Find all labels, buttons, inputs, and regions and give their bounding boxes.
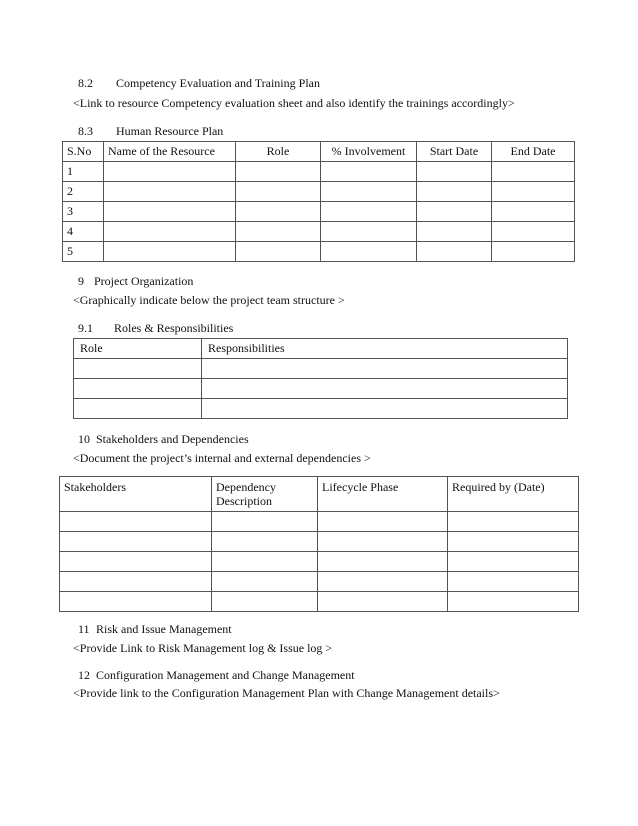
table-cell bbox=[448, 512, 579, 532]
table-cell bbox=[202, 379, 568, 399]
table-cell bbox=[417, 162, 492, 182]
column-header: Stakeholders bbox=[60, 477, 212, 512]
table-cell bbox=[417, 222, 492, 242]
column-header: Lifecycle Phase bbox=[318, 477, 448, 512]
section-10-heading bbox=[78, 432, 249, 446]
section-8-2-note: <Link to resource Competency evaluation sheet and also identify the trainings accordingly> bbox=[73, 96, 515, 110]
table-cell bbox=[212, 592, 318, 612]
column-header: Start Date bbox=[417, 142, 492, 162]
table-row bbox=[63, 242, 575, 262]
human-resource-table bbox=[62, 141, 575, 262]
column-header: S.No bbox=[63, 142, 104, 162]
column-header: Dependency Description bbox=[212, 477, 318, 512]
section-11-note: <Provide Link to Risk Management log & Issue log > bbox=[73, 641, 333, 655]
table-cell bbox=[74, 359, 202, 379]
section-9-heading bbox=[78, 274, 193, 288]
table-cell bbox=[448, 572, 579, 592]
table-row bbox=[60, 512, 579, 532]
section-title: Risk and Issue Management bbox=[96, 622, 232, 636]
section-title: Competency Evaluation and Training Plan bbox=[116, 76, 320, 90]
table-row bbox=[60, 592, 579, 612]
table-cell bbox=[417, 242, 492, 262]
table-cell bbox=[202, 399, 568, 419]
table-cell bbox=[236, 202, 321, 222]
table-cell bbox=[318, 572, 448, 592]
table-cell bbox=[60, 532, 212, 552]
section-12-heading bbox=[78, 668, 355, 682]
section-9-1-heading bbox=[78, 321, 233, 335]
table-cell bbox=[492, 242, 575, 262]
table-cell bbox=[321, 182, 417, 202]
section-8-3-heading bbox=[78, 124, 223, 138]
table-cell bbox=[104, 182, 236, 202]
table-cell bbox=[448, 552, 579, 572]
table-row bbox=[60, 552, 579, 572]
table-cell bbox=[212, 572, 318, 592]
table-cell bbox=[212, 532, 318, 552]
roles-responsibilities-table bbox=[73, 338, 568, 419]
table-header-row bbox=[63, 142, 575, 162]
column-header: Name of the Resource bbox=[104, 142, 236, 162]
section-title: Roles & Responsibilities bbox=[114, 321, 234, 335]
table-cell bbox=[492, 202, 575, 222]
section-11-heading bbox=[78, 622, 232, 636]
table-row bbox=[63, 202, 575, 222]
section-9-note: <Graphically indicate below the project team structure > bbox=[73, 293, 345, 307]
table-cell bbox=[236, 182, 321, 202]
table-cell bbox=[104, 242, 236, 262]
section-number: 8.3 bbox=[78, 124, 93, 138]
section-title: Human Resource Plan bbox=[116, 124, 224, 138]
table-cell bbox=[74, 379, 202, 399]
table-cell bbox=[74, 399, 202, 419]
table-cell bbox=[104, 202, 236, 222]
section-number: 9.1 bbox=[78, 321, 93, 335]
table-cell bbox=[60, 552, 212, 572]
section-title: Stakeholders and Dependencies bbox=[96, 432, 249, 446]
table-cell bbox=[212, 552, 318, 572]
table-cell bbox=[60, 512, 212, 532]
table-header-row bbox=[74, 339, 568, 359]
table-row bbox=[63, 222, 575, 242]
table-cell bbox=[318, 592, 448, 612]
table-cell: 1 bbox=[63, 162, 104, 182]
table-cell bbox=[492, 162, 575, 182]
table-row bbox=[63, 162, 575, 182]
section-number: 11 bbox=[78, 622, 90, 636]
table-cell: 3 bbox=[63, 202, 104, 222]
table-cell bbox=[492, 182, 575, 202]
table-cell bbox=[60, 592, 212, 612]
table-cell bbox=[448, 592, 579, 612]
table-row bbox=[74, 379, 568, 399]
section-number: 12 bbox=[78, 668, 90, 682]
section-title: Configuration Management and Change Management bbox=[96, 668, 355, 682]
table-cell bbox=[321, 242, 417, 262]
section-8-2-heading bbox=[78, 76, 320, 90]
column-header: End Date bbox=[492, 142, 575, 162]
table-cell bbox=[417, 202, 492, 222]
table-cell bbox=[318, 552, 448, 572]
table-cell bbox=[60, 572, 212, 592]
section-10-note: <Document the project’s internal and external dependencies > bbox=[73, 451, 371, 465]
table-cell: 5 bbox=[63, 242, 104, 262]
table-cell bbox=[321, 222, 417, 242]
table-cell bbox=[492, 222, 575, 242]
table-cell bbox=[236, 242, 321, 262]
table-row bbox=[63, 182, 575, 202]
table-cell bbox=[212, 512, 318, 532]
table-cell bbox=[321, 162, 417, 182]
column-header: % Involvement bbox=[321, 142, 417, 162]
table-row bbox=[74, 399, 568, 419]
column-header: Required by (Date) bbox=[448, 477, 579, 512]
table-cell bbox=[236, 222, 321, 242]
column-header: Role bbox=[236, 142, 321, 162]
table-cell bbox=[104, 162, 236, 182]
column-header: Responsibilities bbox=[202, 339, 568, 359]
section-12-note: <Provide link to the Configuration Management Plan with Change Management details> bbox=[73, 686, 500, 700]
table-cell bbox=[318, 532, 448, 552]
table-row bbox=[60, 532, 579, 552]
section-number: 10 bbox=[78, 432, 90, 446]
table-cell bbox=[318, 512, 448, 532]
section-number: 9 bbox=[78, 274, 84, 288]
column-header: Role bbox=[74, 339, 202, 359]
table-cell bbox=[104, 222, 236, 242]
table-cell bbox=[417, 182, 492, 202]
stakeholders-dependencies-table bbox=[59, 476, 579, 612]
section-number: 8.2 bbox=[78, 76, 93, 90]
section-title: Project Organization bbox=[94, 274, 194, 288]
table-header-row bbox=[60, 477, 579, 512]
table-cell bbox=[202, 359, 568, 379]
table-row bbox=[60, 572, 579, 592]
table-cell: 4 bbox=[63, 222, 104, 242]
table-cell bbox=[236, 162, 321, 182]
table-cell bbox=[321, 202, 417, 222]
table-cell: 2 bbox=[63, 182, 104, 202]
table-cell bbox=[448, 532, 579, 552]
table-row bbox=[74, 359, 568, 379]
